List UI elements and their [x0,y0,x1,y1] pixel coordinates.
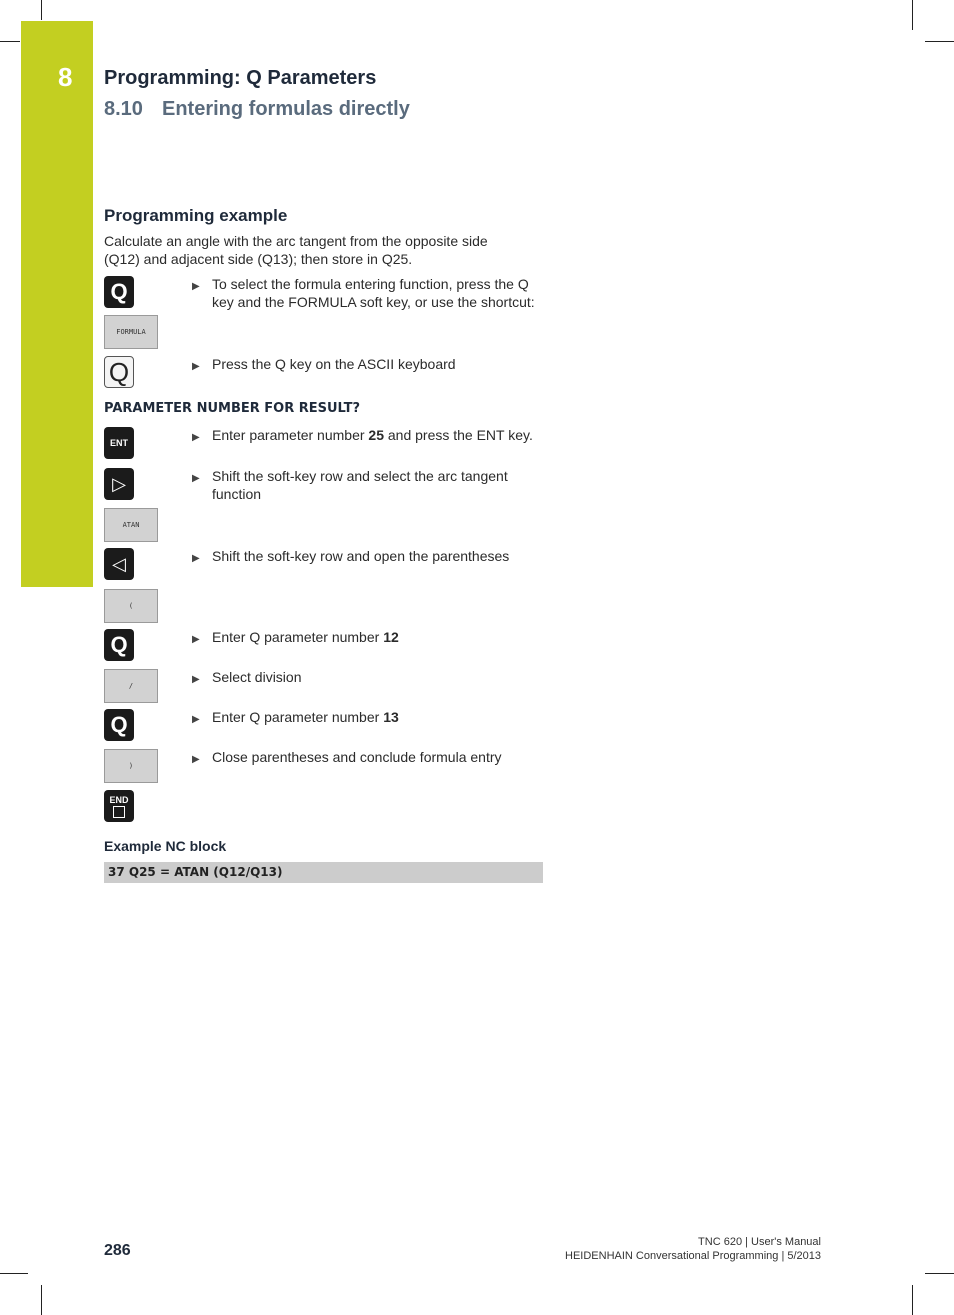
crop-mark [912,1285,913,1315]
example-nc-block-heading: Example NC block [104,838,227,854]
paren-open-softkey-icon: ( [104,589,158,623]
step-close-paren: ▶ Close parentheses and conclude formula entry [192,748,537,766]
crop-mark [925,1273,954,1274]
crop-mark [0,41,20,42]
q-key-icon: Q [104,276,134,308]
bullet-triangle-icon: ▶ [192,634,200,645]
crop-mark [41,0,42,20]
step-enter-12: ▶ Enter Q parameter number 12 [192,628,537,646]
bullet-triangle-icon: ▶ [192,714,200,725]
section-number: 8.10 [104,98,143,120]
atan-softkey-icon: ATAN [104,508,158,542]
step-select-division: ▶ Select division [192,668,537,686]
arrow-left-key-icon: ◁ [104,548,134,580]
arrow-right-key-icon: ▷ [104,468,134,500]
intro-paragraph: Calculate an angle with the arc tangent from the opposite side (Q12) and adjacent side (Q13); then store in Q25. [104,233,488,267]
end-key-label: END [109,794,129,805]
ent-key-icon: ENT [104,427,134,459]
crop-mark [912,0,913,30]
footer-line-2: HEIDENHAIN Conversational Programming | 5/2013 [565,1250,821,1262]
bullet-triangle-icon: ▶ [192,674,200,685]
nc-block: 37 Q25 = ATAN (Q12/Q13) [104,862,543,883]
step-open-paren: ▶ Shift the soft-key row and open the parentheses [192,547,537,565]
crop-mark [925,41,954,42]
programming-example-heading: Programming example [104,206,288,225]
crop-mark [0,1273,28,1274]
step-enter-25: ▶ Enter parameter number 25 and press the ENT key. [192,426,537,444]
paren-close-softkey-icon: ) [104,749,158,783]
chapter-sidebar [21,21,93,587]
footer-text [565,1235,821,1263]
q-key-icon: Q [104,629,134,661]
bullet-triangle-icon: ▶ [192,281,200,292]
bullet-triangle-icon: ▶ [192,473,200,484]
chapter-title: Programming: Q Parameters [104,67,377,89]
step-select-atan: ▶ Shift the soft-key row and select the arc tangent function [192,468,508,502]
divide-softkey-icon: / [104,669,158,703]
step-select-formula: ▶ To select the formula entering function, press the Q key and the FORMULA soft key, or use the shortcut: [192,276,535,310]
footer-line-1: TNC 620 | User's Manual [698,1236,821,1248]
step-ascii-q: ▶ Press the Q key on the ASCII keyboard [192,355,537,373]
bullet-triangle-icon: ▶ [192,361,200,372]
step-enter-13: ▶ Enter Q parameter number 13 [192,708,537,726]
ascii-q-key-icon: Q [104,356,134,388]
section-title [104,98,410,121]
q-key-icon: Q [104,709,134,741]
section-title-text: Entering formulas directly [162,98,410,120]
end-square-icon [113,806,125,818]
chapter-number: 8 [58,62,73,92]
bullet-triangle-icon: ▶ [192,432,200,443]
bullet-triangle-icon: ▶ [192,754,200,765]
formula-softkey-icon: FORMULA [104,315,158,349]
dialog-prompt: PARAMETER NUMBER FOR RESULT? [104,401,361,416]
crop-mark [41,1285,42,1315]
page-number: 286 [104,1242,131,1259]
bullet-triangle-icon: ▶ [192,553,200,564]
end-key-icon [104,790,134,822]
